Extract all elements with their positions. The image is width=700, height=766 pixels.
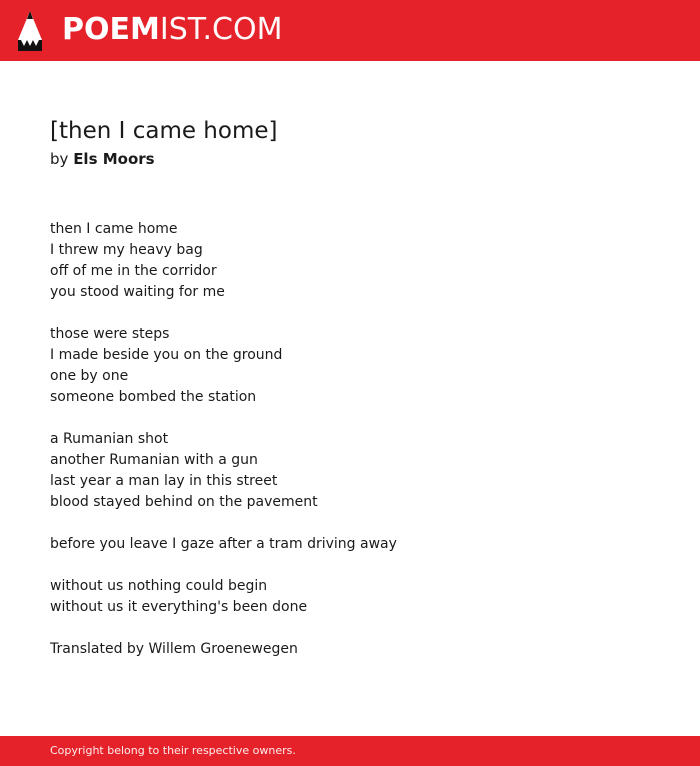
poem-line: last year a man lay in this street [50, 473, 278, 489]
poem-body [50, 219, 650, 660]
pencil-tip-icon[interactable] [17, 10, 43, 52]
poem-line: a Rumanian shot [50, 431, 169, 447]
poem-line: off of me in the corridor [50, 263, 217, 279]
translator-credit: Translated by Willem Groenewegen [50, 641, 298, 657]
poem-line: one by one [50, 368, 129, 384]
poem-line: I made beside you on the ground [50, 347, 283, 363]
copyright-notice: Copyright belong to their respective owners. [50, 744, 296, 757]
logo-brand-light: IST.COM [159, 12, 283, 47]
poem-line: I threw my heavy bag [50, 242, 203, 258]
poem-line: those were steps [50, 326, 170, 342]
site-header [0, 0, 700, 61]
poem-line: without us it everything's been done [50, 599, 308, 615]
poem-line: you stood waiting for me [50, 284, 225, 300]
poem-stanza [50, 324, 650, 408]
poem-line: someone bombed the station [50, 389, 257, 405]
site-logo[interactable] [62, 12, 282, 48]
site-footer [0, 736, 700, 766]
poem-line: blood stayed behind on the pavement [50, 494, 318, 510]
author-name: Els Moors [73, 150, 155, 168]
poem-line: then I came home [50, 221, 178, 237]
poem-stanza [50, 219, 650, 303]
poem-title: [then I came home] [50, 118, 278, 144]
logo-brand-bold: POEM [62, 12, 160, 47]
poem-line: another Rumanian with a gun [50, 452, 258, 468]
poem-stanza [50, 534, 650, 555]
poem-byline [50, 148, 155, 170]
poem-stanza [50, 576, 650, 618]
poem-line: without us nothing could begin [50, 578, 268, 594]
poem-stanza [50, 429, 650, 513]
poem-line: before you leave I gaze after a tram driving away [50, 536, 397, 552]
byline-prefix: by [50, 150, 69, 168]
